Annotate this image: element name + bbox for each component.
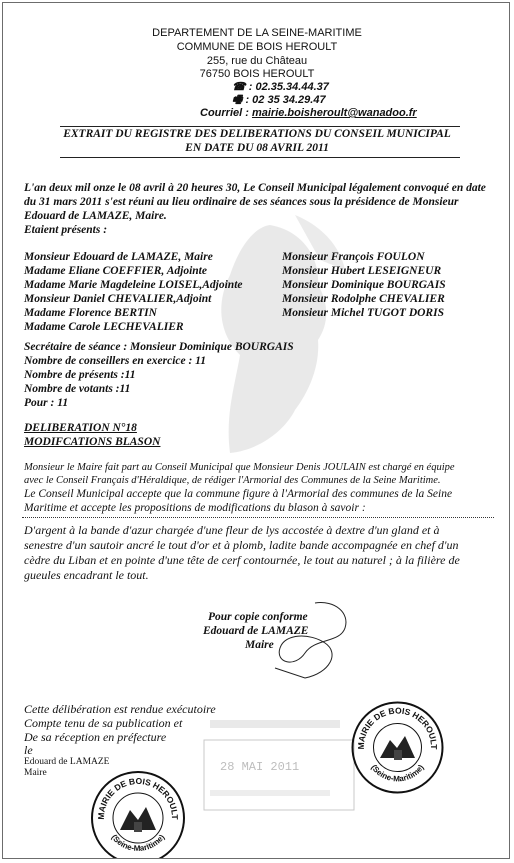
- signature-copy: Pour copie conforme: [208, 611, 308, 623]
- svg-text:(Seine-Maritime): (Seine-Maritime): [369, 763, 426, 784]
- count-present: Nombre de présents :11: [24, 369, 136, 381]
- signature-role: Maire: [245, 639, 274, 651]
- telephone-number: ☎ : 02.35.34.44.37: [232, 81, 329, 93]
- document-date: EN DATE DU 08 AVRIL 2011: [185, 142, 329, 154]
- member-left: Monsieur Daniel CHEVALIER,Adjoint: [24, 293, 212, 305]
- body-line-3: Le Conseil Municipal accepte que la commune figure à l'Armorial des communes de la Seine: [24, 488, 453, 500]
- divider: [22, 517, 494, 518]
- footer-line-4: le: [24, 743, 33, 757]
- address-city: 76750 BOIS HEROULT: [199, 68, 315, 80]
- member-left: Monsieur Edouard de LAMAZE, Maire: [24, 251, 213, 263]
- blazon-line-2: senestre d'un sautoir ancré le tout d'or et à plomb, ladite bande accompagnée en chef d'un: [24, 538, 459, 552]
- member-right: Monsieur Michel TUGOT DORIS: [282, 307, 444, 319]
- count-voters: Nombre de votants :11: [24, 383, 131, 395]
- body-line-2: avec le Conseil Français d'Héraldique, de rédiger l'Armorial des Communes de la Seine Maritime.: [24, 475, 441, 486]
- member-left: Madame Marie Magdeleine LOISEL,Adjointe: [24, 279, 243, 291]
- footer-line-3: De sa réception en préfecture: [24, 730, 167, 744]
- fax-number: 🖷 : 02 35 34.29.47: [232, 94, 326, 106]
- blazon-line-3: cèdre du Liban et en pointe d'une tête de cerf contournée, le tout au naturel ; à la filière de: [24, 553, 460, 567]
- svg-text:MAIRIE DE BOIS HEROULT: MAIRIE DE BOIS HEROULT: [95, 775, 181, 820]
- count-in-office: Nombre de conseillers en exercice : 11: [24, 355, 207, 367]
- member-left: Madame Eliane COEFFIER, Adjointe: [24, 265, 207, 277]
- blazon-line-4: gueules encadrant le tout.: [24, 568, 149, 582]
- svg-text:(Seine-Maritime): (Seine-Maritime): [109, 832, 167, 854]
- footer-line-2: Compte tenu de sa publication et: [24, 716, 183, 730]
- email-link[interactable]: mairie.boisheroult@wanadoo.fr: [251, 107, 417, 119]
- reception-stamp: [200, 710, 355, 820]
- member-left: Madame Florence BERTIN: [24, 307, 157, 319]
- blazon-line-1: D'argent à la bande d'azur chargée d'une fleur de lys accostée à dextre d'un gland et à: [24, 523, 440, 537]
- stamp-date: 28 MAI 2011: [220, 760, 300, 774]
- town-seal-right: [350, 700, 445, 795]
- member-right: Monsieur François FOULON: [282, 251, 425, 263]
- count-for: Pour : 11: [24, 397, 69, 409]
- svg-text:MAIRIE DE BOIS HEROULT: MAIRIE DE BOIS HEROULT: [355, 705, 440, 750]
- address-street: 255, rue du Château: [206, 55, 308, 67]
- member-right: Monsieur Hubert LESEIGNEUR: [282, 265, 442, 277]
- footer-role: Maire: [24, 768, 47, 778]
- intro-line-1: L'an deux mil onze le 08 avril à 20 heures 30, Le Conseil Municipal légalement convoqué en date: [24, 182, 486, 194]
- town-seal-left: [88, 770, 188, 858]
- session-secretary: Secrétaire de séance : Monsieur Dominique BOURGAIS: [24, 341, 294, 353]
- body-line-1: Monsieur le Maire fait part au Conseil Municipal que Monsieur Denis JOULAIN est chargé en équipe: [24, 462, 455, 473]
- signature-name: Edouard de LAMAZE: [203, 625, 309, 637]
- document-title: EXTRAIT DU REGISTRE DES DELIBERATIONS DU CONSEIL MUNICIPAL: [63, 128, 451, 140]
- commune-name: COMMUNE DE BOIS HEROULT: [176, 41, 338, 53]
- present-label: Etaient présents :: [24, 224, 108, 236]
- member-right: Monsieur Rodolphe CHEVALIER: [282, 293, 445, 305]
- member-right: Monsieur Dominique BOURGAIS: [282, 279, 446, 291]
- member-left: Madame Carole LECHEVALIER: [24, 321, 184, 333]
- footer-line-1: Cette délibération est rendue exécutoire: [24, 702, 216, 716]
- body-line-4: Maritime et accepte les propositions de modifications du blason à savoir :: [24, 502, 366, 514]
- intro-line-2: du 31 mars 2011 s'est réuni au lieu ordinaire de ses séances sous la présidence de Monsieur: [24, 196, 459, 208]
- intro-line-3: Edouard de LAMAZE, Maire.: [24, 210, 167, 222]
- department-name: DEPARTEMENT DE LA SEINE-MARITIME: [152, 27, 362, 39]
- email-label: Courriel :: [200, 107, 249, 119]
- deliberation-subject: MODIFCATIONS BLASON: [24, 436, 161, 448]
- handwritten-signature: [255, 598, 365, 688]
- deliberation-number: DELIBERATION N°18: [24, 422, 137, 434]
- footer-name: Edouard de LAMAZE: [24, 757, 110, 767]
